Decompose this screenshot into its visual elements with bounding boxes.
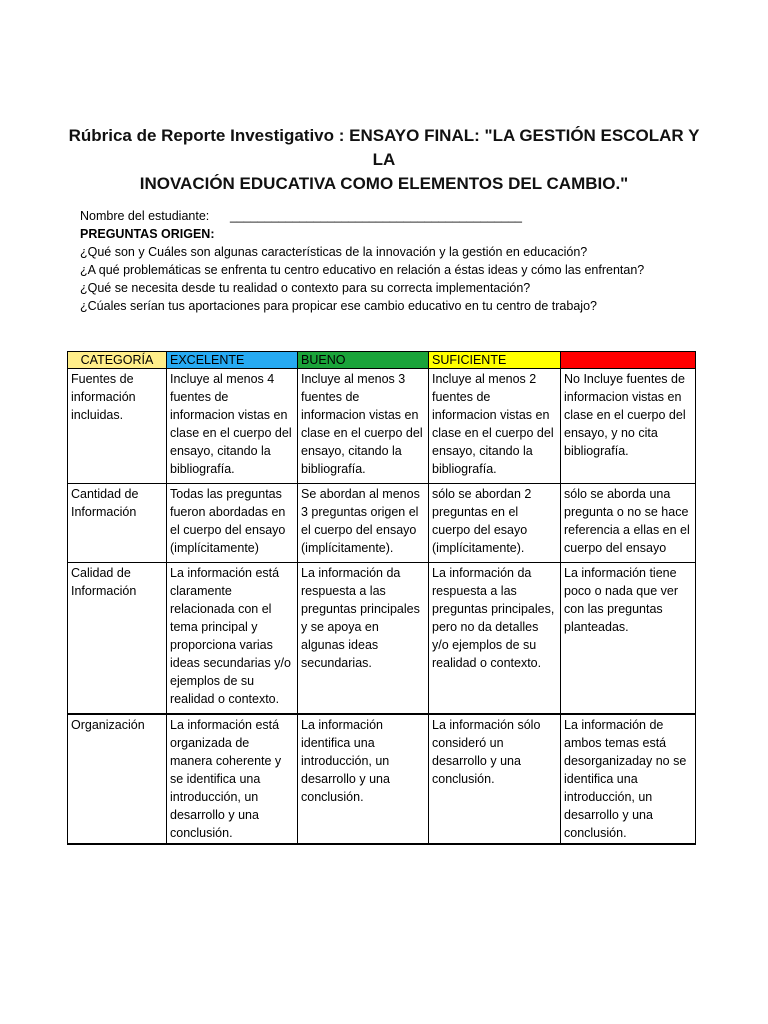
rubric-row-calidad	[68, 563, 696, 715]
origin-questions	[80, 225, 700, 315]
cell-suficiente: La información sólo consideró un desarrollo y una conclusión.	[429, 714, 561, 844]
cell-deficiente: La información de ambos temas está desorganizaday no se identifica una introducción, un desarrollo y una conclusión.	[561, 714, 696, 844]
cell-bueno: Se abordan al menos 3 preguntas origen el el cuerpo del ensayo (implícitamente).	[298, 484, 429, 563]
row-category: Calidad de Información	[68, 563, 167, 715]
question-item: ¿Cúales serían tus aportaciones para propicar ese cambio educativo en tu centro de trabajo?	[80, 299, 597, 313]
rubric-row-cantidad	[68, 484, 696, 563]
student-name-blank: __________________________________________	[230, 209, 522, 223]
header-suficiente: SUFICIENTE	[429, 352, 561, 369]
title-line-2: INOVACIÓN EDUCATIVA COMO ELEMENTOS DEL CAMBIO."	[139, 174, 629, 193]
rubric-row-organizacion	[68, 714, 696, 844]
questions-header: PREGUNTAS ORIGEN:	[80, 227, 215, 241]
cell-bueno: La información da respuesta a las preguntas principales y se apoya en algunas ideas secundarias.	[298, 563, 429, 715]
cell-excelente: La información está organizada de manera coherente y se identifica una introducción, un desarrollo y una conclusión.	[167, 714, 298, 844]
rubric-header-row	[68, 352, 696, 369]
cell-excelente: La información está claramente relacionada con el tema principal y proporciona varias ideas secundarias y/o ejemplos de su realidad o contexto.	[167, 563, 298, 715]
rubric-row-fuentes	[68, 369, 696, 484]
question-item: ¿Qué son y Cuáles son algunas características de la innovación y la gestión en educación?	[80, 245, 588, 259]
cell-suficiente: Incluye al menos 2 fuentes de informacion vistas en clase en el cuerpo del ensayo, citando la bibliografía.	[429, 369, 561, 484]
row-category: Cantidad de Información	[68, 484, 167, 563]
cell-suficiente: La información da respuesta a las preguntas principales, pero no da detalles y/o ejemplos de su realidad o contexto.	[429, 563, 561, 715]
cell-excelente: Todas las preguntas fueron abordadas en el cuerpo del ensayo (implícitamente)	[167, 484, 298, 563]
cell-deficiente: sólo se aborda una pregunta o no se hace referencia a ellas en el cuerpo del ensayo	[561, 484, 696, 563]
cell-excelente: Incluye al menos 4 fuentes de informacion vistas en clase en el cuerpo del ensayo, citando la bibliografía.	[167, 369, 298, 484]
cell-suficiente: sólo se abordan 2 preguntas en el cuerpo del esayo (implícitamente).	[429, 484, 561, 563]
question-item: ¿A qué problemáticas se enfrenta tu centro educativo en relación a éstas ideas y cómo las enfrentan?	[80, 263, 645, 277]
row-category: Fuentes de información incluidas.	[68, 369, 167, 484]
cell-bueno: Incluye al menos 3 fuentes de informacion vistas en clase en el cuerpo del ensayo, citando la bibliografía.	[298, 369, 429, 484]
title-line-1: Rúbrica de Reporte Investigativo : ENSAYO FINAL: "LA GESTIÓN ESCOLAR Y LA	[68, 126, 700, 169]
rubric-table	[67, 351, 696, 845]
header-bueno: BUENO	[298, 352, 429, 369]
cell-deficiente: La información tiene poco o nada que ver con las preguntas planteadas.	[561, 563, 696, 715]
question-item: ¿Qué se necesita desde tu realidad o contexto para su correcta implementación?	[80, 281, 531, 295]
header-excelente: EXCELENTE	[167, 352, 298, 369]
cell-deficiente: No Incluye fuentes de informacion vistas en clase en el cuerpo del ensayo, y no cita bibliografía.	[561, 369, 696, 484]
header-categoria: CATEGORÍA	[68, 352, 167, 369]
row-category: Organización	[68, 714, 167, 844]
student-name-label: Nombre del estudiante:	[80, 209, 210, 223]
document-title	[60, 124, 708, 196]
header-deficiente: DEFICIENTE	[561, 352, 696, 369]
cell-bueno: La información identifica una introducción, un desarrollo y una conclusión.	[298, 714, 429, 844]
student-name-row	[80, 208, 522, 225]
